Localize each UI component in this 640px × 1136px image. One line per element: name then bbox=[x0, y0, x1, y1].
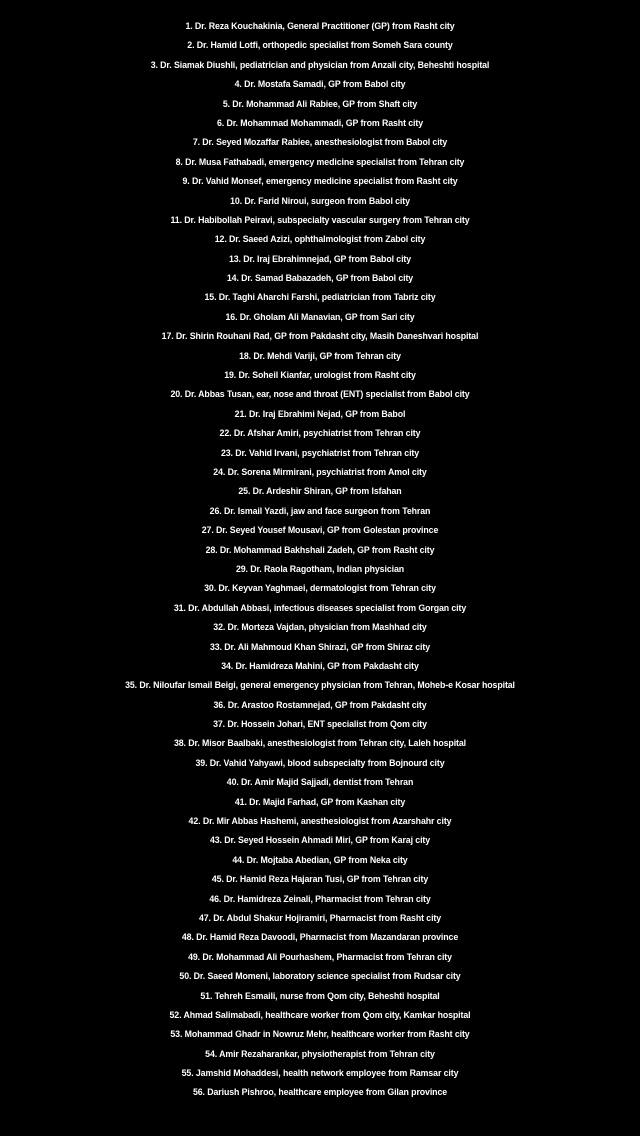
list-item: 45. Dr. Hamid Reza Hajaran Tusi, GP from Tehran city bbox=[211, 874, 429, 885]
list-item: 53. Mohammad Ghadr in Nowruz Mehr, healthcare worker from Rasht city bbox=[170, 1029, 470, 1040]
list-item: 2. Dr. Hamid Lotfi, orthopedic specialist from Someh Sara county bbox=[187, 40, 453, 51]
list-item: 10. Dr. Farid Niroui, surgeon from Babol city bbox=[230, 195, 410, 206]
list-item: 8. Dr. Musa Fathabadi, emergency medicine specialist from Tehran city bbox=[175, 156, 465, 167]
list-item: 25. Dr. Ardeshir Shiran, GP from Isfahan bbox=[238, 486, 402, 497]
list-item: 55. Jamshid Mohaddesi, health network employee from Ramsar city bbox=[181, 1068, 459, 1079]
list-item: 22. Dr. Afshar Amiri, psychiatrist from Tehran city bbox=[219, 428, 421, 439]
list-item: 11. Dr. Habibollah Peiravi, subspecialty vascular surgery from Tehran city bbox=[170, 214, 470, 225]
list-item: 20. Dr. Abbas Tusan, ear, nose and throat (ENT) specialist from Babol city bbox=[170, 389, 470, 400]
list-item: 24. Dr. Sorena Mirmirani, psychiatrist from Amol city bbox=[213, 466, 427, 477]
list-item: 34. Dr. Hamidreza Mahini, GP from Pakdasht city bbox=[221, 660, 419, 671]
list-item: 41. Dr. Majid Farhad, GP from Kashan city bbox=[234, 796, 406, 807]
list-item: 52. Ahmad Salimabadi, healthcare worker from Qom city, Kamkar hospital bbox=[169, 1009, 471, 1020]
list-item: 56. Dariush Pishroo, healthcare employee from Gilan province bbox=[192, 1087, 448, 1098]
list-item: 36. Dr. Arastoo Rostamnejad, GP from Pakdasht city bbox=[213, 699, 427, 710]
list-item: 30. Dr. Keyvan Yaghmaei, dermatologist from Tehran city bbox=[204, 583, 436, 594]
list-item: 16. Dr. Gholam Ali Manavian, GP from Sari city bbox=[225, 311, 415, 322]
list-item: 17. Dr. Shirin Rouhani Rad, GP from Pakdasht city, Masih Daneshvari hospital bbox=[161, 331, 479, 342]
list-item: 54. Amir Rezaharankar, physiotherapist from Tehran city bbox=[205, 1048, 435, 1059]
list-item: 44. Dr. Mojtaba Abedian, GP from Neka city bbox=[232, 854, 408, 865]
list-item: 46. Dr. Hamidreza Zeinali, Pharmacist from Tehran city bbox=[209, 893, 431, 904]
list-item: 33. Dr. Ali Mahmoud Khan Shirazi, GP from Shiraz city bbox=[209, 641, 431, 652]
list-item: 49. Dr. Mohammad Ali Pourhashem, Pharmacist from Tehran city bbox=[188, 951, 452, 962]
list-item: 12. Dr. Saeed Azizi, ophthalmologist from Zabol city bbox=[214, 234, 426, 245]
list-item: 27. Dr. Seyed Yousef Mousavi, GP from Golestan province bbox=[201, 525, 439, 536]
list-item: 15. Dr. Taghi Aharchi Farshi, pediatrician from Tabriz city bbox=[204, 292, 436, 303]
list-item: 4. Dr. Mostafa Samadi, GP from Babol city bbox=[234, 79, 406, 90]
list-item: 42. Dr. Mir Abbas Hashemi, anesthesiologist from Azarshahr city bbox=[188, 816, 452, 827]
list-item: 13. Dr. Iraj Ebrahimnejad, GP from Babol city bbox=[228, 253, 412, 264]
list-item: 37. Dr. Hossein Johari, ENT specialist from Qom city bbox=[213, 719, 427, 730]
list-item: 3. Dr. Siamak Diushli, pediatrician and physician from Anzali city, Beheshti hospital bbox=[150, 59, 490, 70]
list-item: 50. Dr. Saeed Momeni, laboratory science specialist from Rudsar city bbox=[179, 971, 461, 982]
list-item: 23. Dr. Vahid Irvani, psychiatrist from Tehran city bbox=[220, 447, 420, 458]
list-item: 48. Dr. Hamid Reza Davoodi, Pharmacist from Mazandaran province bbox=[181, 932, 459, 943]
list-item: 26. Dr. Ismail Yazdi, jaw and face surgeon from Tehran bbox=[209, 505, 431, 516]
list-item: 40. Dr. Amir Majid Sajjadi, dentist from Tehran bbox=[226, 777, 414, 788]
list-item: 21. Dr. Iraj Ebrahimi Nejad, GP from Babol bbox=[234, 408, 406, 419]
list-item: 47. Dr. Abdul Shakur Hojiramiri, Pharmacist from Rasht city bbox=[198, 912, 442, 923]
list-item: 38. Dr. Misor Baalbaki, anesthesiologist from Tehran city, Laleh hospital bbox=[173, 738, 467, 749]
list-item: 51. Tehreh Esmaili, nurse from Qom city, Beheshti hospital bbox=[200, 990, 440, 1001]
list-item: 6. Dr. Mohammad Mohammadi, GP from Rasht city bbox=[216, 117, 424, 128]
list-item: 5. Dr. Mohammad Ali Rabiee, GP from Shaft city bbox=[222, 98, 418, 109]
list-item: 32. Dr. Morteza Vajdan, physician from Mashhad city bbox=[213, 622, 427, 633]
list-item: 29. Dr. Raola Ragotham, Indian physician bbox=[235, 563, 405, 574]
list-item: 1. Dr. Reza Kouchakinia, General Practitioner (GP) from Rasht city bbox=[185, 21, 455, 31]
list-item: 28. Dr. Mohammad Bakhshali Zadeh, GP from Rasht city bbox=[205, 544, 435, 555]
list-item: 43. Dr. Seyed Hossein Ahmadi Miri, GP from Karaj city bbox=[209, 835, 431, 846]
list-item: 18. Dr. Mehdi Variji, GP from Tehran city bbox=[239, 350, 401, 361]
list-item: 9. Dr. Vahid Monsef, emergency medicine specialist from Rasht city bbox=[182, 176, 458, 187]
list-item: 19. Dr. Soheil Kianfar, urologist from Rasht city bbox=[224, 370, 416, 381]
list-item: 14. Dr. Samad Babazadeh, GP from Babol city bbox=[226, 273, 414, 284]
list-item: 31. Dr. Abdullah Abbasi, infectious diseases specialist from Gorgan city bbox=[173, 602, 467, 613]
list-item: 35. Dr. Niloufar Ismail Beigi, general emergency physician from Tehran, Moheb-e Kosar hospital bbox=[125, 680, 515, 691]
list-item: 7. Dr. Seyed Mozaffar Rabiee, anesthesiologist from Babol city bbox=[192, 137, 448, 148]
list-item: 39. Dr. Vahid Yahyawi, blood subspecialty from Bojnourd city bbox=[195, 757, 445, 768]
